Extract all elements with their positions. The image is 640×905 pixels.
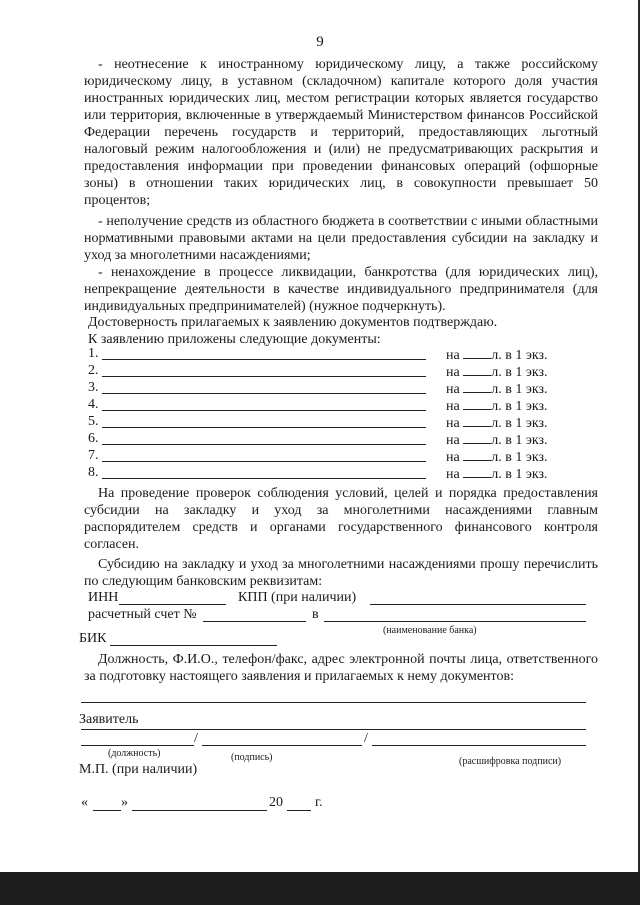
responsible-person-field[interactable]	[81, 702, 586, 703]
sheets-label: л. в	[491, 467, 512, 482]
sheet-count-field[interactable]	[463, 397, 491, 410]
reliability-statement: Достоверность прилагаемых к заявлению документов подтверждаю.	[88, 315, 498, 330]
document-number: 4.	[88, 397, 99, 412]
kpp-field[interactable]	[370, 604, 586, 605]
document-number: 7.	[88, 448, 99, 463]
bik-field[interactable]	[110, 645, 277, 646]
document-row	[88, 414, 588, 431]
sheet-count-field[interactable]	[463, 448, 491, 461]
sheet-count-field[interactable]	[463, 346, 491, 359]
attached-documents-intro: К заявлению приложены следующие документы:	[88, 332, 381, 347]
decode-caption: (расшифровка подписи)	[459, 756, 562, 767]
sheet-count-field[interactable]	[463, 380, 491, 393]
inn-field[interactable]	[119, 604, 226, 605]
slash-separator: /	[364, 731, 368, 746]
document-row	[88, 448, 588, 465]
applicant-field[interactable]	[81, 729, 586, 730]
na-label: на	[446, 467, 460, 482]
na-label: на	[446, 348, 460, 363]
scan-edge	[0, 872, 640, 905]
na-label: на	[446, 399, 460, 414]
date-day-field[interactable]	[93, 810, 121, 811]
document-name-field[interactable]	[102, 461, 426, 462]
copies-label: 1 экз.	[515, 399, 548, 414]
kpp-label: КПП (при наличии)	[238, 590, 357, 605]
sheets-label: л. в	[491, 416, 512, 431]
signature-decode-field[interactable]	[372, 745, 586, 746]
bank-name-caption: (наименование банка)	[383, 625, 477, 636]
document-number: 8.	[88, 465, 99, 480]
bik-label: БИК	[79, 631, 107, 646]
document-name-field[interactable]	[102, 427, 426, 428]
document-name-field[interactable]	[102, 410, 426, 411]
sheets-label: л. в	[491, 365, 512, 380]
document-number: 5.	[88, 414, 99, 429]
na-label: на	[446, 433, 460, 448]
document-row	[88, 431, 588, 448]
applicant-label: Заявитель	[79, 712, 139, 727]
page-number: 9	[316, 34, 324, 50]
copies-label: 1 экз.	[515, 416, 548, 431]
signature-caption: (подпись)	[231, 752, 273, 763]
sheet-count-field[interactable]	[463, 431, 491, 444]
bank-in-label: в	[312, 607, 319, 622]
sheet-count-field[interactable]	[463, 414, 491, 427]
stamp-label: М.П. (при наличии)	[79, 762, 198, 777]
document-name-field[interactable]	[102, 376, 426, 377]
sheet-count-field[interactable]	[463, 363, 491, 376]
document-row	[88, 346, 588, 363]
document-number: 6.	[88, 431, 99, 446]
inn-label: ИНН	[88, 590, 119, 605]
copies-label: 1 экз.	[515, 433, 548, 448]
date-year-field[interactable]	[287, 810, 311, 811]
condition-no-budget-funds: - неполучение средств из областного бюджета в соответствии с иными областными нормативными правовыми актами на цели предоставления субсидии на закладку и уход за многолетними насаждениями;	[84, 214, 598, 263]
sheets-label: л. в	[491, 382, 512, 397]
date-open-quote: «	[81, 795, 88, 810]
inspection-consent: На проведение проверок соблюдения условий, целей и порядка предоставления субсидии на закладку и уход за многолетними насаждениями главным распорядителем средств и органами государственного финансового контроля согласен.	[84, 486, 598, 552]
date-close-quote: »	[121, 795, 128, 810]
sheets-label: л. в	[491, 348, 512, 363]
copies-label: 1 экз.	[515, 348, 548, 363]
na-label: на	[446, 450, 460, 465]
copies-label: 1 экз.	[515, 467, 548, 482]
sheets-label: л. в	[491, 399, 512, 414]
position-field[interactable]	[81, 745, 194, 746]
document-name-field[interactable]	[102, 393, 426, 394]
account-label: расчетный счет №	[88, 607, 197, 622]
copies-label: 1 экз.	[515, 382, 548, 397]
sheets-label: л. в	[491, 450, 512, 465]
signature-field[interactable]	[202, 745, 362, 746]
slash-separator: /	[194, 731, 198, 746]
document-row	[88, 465, 588, 482]
document-name-field[interactable]	[102, 444, 426, 445]
bank-name-field[interactable]	[324, 621, 586, 622]
copies-label: 1 экз.	[515, 365, 548, 380]
date-year-prefix: 20	[269, 795, 283, 810]
condition-no-liquidation: - ненахождение в процессе ликвидации, банкротства (для юридических лиц), непрекращение деятельности в качестве индивидуального предпринимателя (для индивидуальных предпринимателей) (нужное подчеркнуть).	[84, 265, 598, 314]
date-year-suffix: г.	[315, 795, 323, 810]
copies-label: 1 экз.	[515, 450, 548, 465]
sheet-count-field[interactable]	[463, 465, 491, 478]
document-row	[88, 363, 588, 380]
document-row	[88, 397, 588, 414]
document-name-field[interactable]	[102, 478, 426, 479]
position-caption: (должность)	[108, 748, 161, 759]
document-number: 2.	[88, 363, 99, 378]
document-row	[88, 380, 588, 397]
condition-offshore: - неотнесение к иностранному юридическому лицу, а также российскому юридическому лицу, в уставном (складочном) капитале которого доля участия иностранных юридических лиц, местом регистрации которых является государство или территория, включенные в утверждаемый Министерством финансов Российской Федерации перечень государств и территорий, предоставляющих льготный налоговый режим налогообложения и (или) не предусматривающих раскрытия и предоставления информации при проведении финансовых операций (офшорные зоны) в отношении таких юридических лиц, в совокупности превышает 50 процентов;	[84, 57, 598, 208]
account-field[interactable]	[203, 621, 306, 622]
document-number: 3.	[88, 380, 99, 395]
document-name-field[interactable]	[102, 359, 426, 360]
na-label: на	[446, 365, 460, 380]
date-month-field[interactable]	[132, 810, 267, 811]
na-label: на	[446, 382, 460, 397]
responsible-person-label: Должность, Ф.И.О., телефон/факс, адрес электронной почты лица, ответственного за подготовку настоящего заявления и прилагаемых к нему документов:	[84, 652, 598, 684]
sheets-label: л. в	[491, 433, 512, 448]
document-number: 1.	[88, 346, 99, 361]
na-label: на	[446, 416, 460, 431]
bank-transfer-request: Субсидию на закладку и уход за многолетними насаждениями прошу перечислить по следующим банковским реквизитам:	[84, 557, 598, 589]
